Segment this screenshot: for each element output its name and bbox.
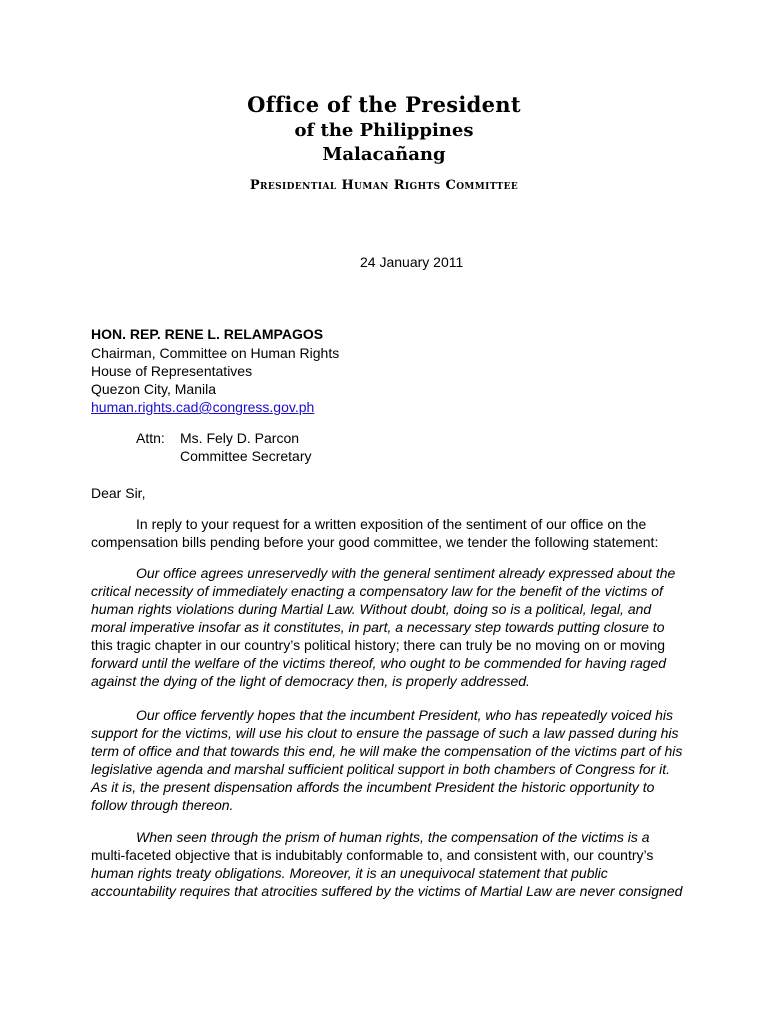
addressee-email-link[interactable]: human.rights.cad@congress.gov.ph <box>91 399 315 415</box>
attn-name: Ms. Fely D. Parcon <box>180 430 300 446</box>
paragraph-line: term of office and that towards this end, he will make the compensation of the victims part of his <box>91 743 683 759</box>
paragraph-line: human rights violations during Martial Law. Without doubt, doing so is a political, legal, and <box>91 601 652 617</box>
addressee-city: Quezon City, Manila <box>91 381 217 397</box>
paragraph-3 <box>91 706 683 814</box>
letterhead-office: Office of the President <box>247 92 521 117</box>
paragraph-line: accountability requires that atrocities suffered by the victims of Martial Law are never consigned <box>91 883 683 899</box>
paragraph-1 <box>91 515 671 551</box>
paragraph-line: legislative agenda and marshal sufficient political support in both chambers of Congress for it. <box>91 761 670 777</box>
paragraph-line: compensation bills pending before your good committee, we tender the following statement: <box>91 534 659 550</box>
attn-role: Committee Secretary <box>180 448 312 464</box>
addressee-org: House of Representatives <box>91 363 253 379</box>
paragraph-line: support for the victims, will use his clout to ensure the passage of such a law passed during his <box>91 725 679 741</box>
paragraph-line: multi-faceted objective that is indubitably conformable to, and consistent with, our country’s <box>91 847 654 863</box>
salutation: Dear Sir, <box>91 485 146 501</box>
letterhead-country: of the Philippines <box>294 120 474 141</box>
paragraph-line: In reply to your request for a written exposition of the sentiment of our office on the <box>136 516 647 532</box>
paragraph-line: critical necessity of immediately enacting a compensatory law for the benefit of the victims of <box>91 583 663 599</box>
paragraph-line: forward until the welfare of the victims thereof, who ought to be commended for having raged <box>91 655 667 671</box>
paragraph-line: As it is, the present dispensation affords the incumbent President the historic opportunity to <box>91 779 655 795</box>
addressee-title: Chairman, Committee on Human Rights <box>91 345 340 361</box>
attn-label: Attn: <box>136 430 165 446</box>
paragraph-line: this tragic chapter in our country’s political history; there can truly be no moving on or moving <box>91 637 666 653</box>
addressee-name: HON. REP. RENE L. RELAMPAGOS <box>91 326 324 342</box>
paragraph-4 <box>91 828 683 900</box>
paragraph-line: Our office agrees unreservedly with the general sentiment already expressed about the <box>136 565 676 581</box>
paragraph-line: human rights treaty obligations. Moreover, it is an unequivocal statement that public <box>91 865 608 881</box>
letterhead-palace: Malacañang <box>322 144 446 165</box>
paragraph-line: Our office fervently hopes that the incumbent President, who has repeatedly voiced his <box>136 707 673 723</box>
paragraph-line: moral imperative insofar as it constitutes, in part, a necessary step towards putting closure to <box>91 619 665 635</box>
letter-date: 24 January 2011 <box>360 254 464 270</box>
letterhead-committee: Presidential Human Rights Committee <box>249 178 519 193</box>
paragraph-line: against the dying of the light of democracy then, is properly addressed. <box>91 673 530 689</box>
paragraph-2 <box>91 564 676 690</box>
paragraph-line: When seen through the prism of human rights, the compensation of the victims is a <box>136 829 650 845</box>
paragraph-line: follow through thereon. <box>91 797 234 813</box>
